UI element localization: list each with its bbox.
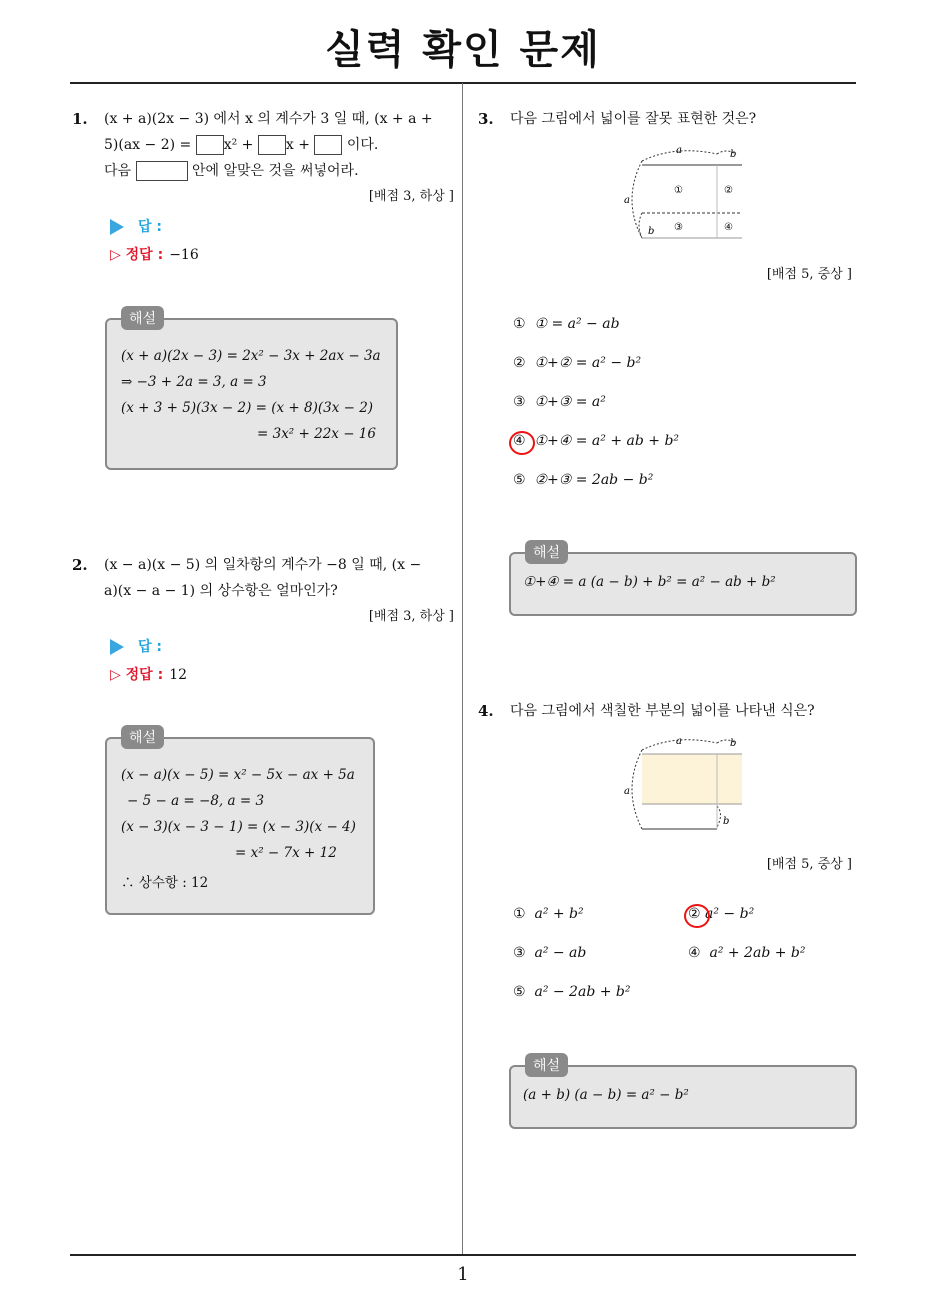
question-text: 다음 그림에서 넓이를 잘못 표현한 것은? [510, 111, 757, 127]
fig-label-b: b [730, 738, 737, 749]
explanation-line: ①+④ = a (a − b) + b² = a² − ab + b² [523, 574, 776, 590]
correct-row [110, 244, 199, 264]
option-3[interactable] [513, 945, 586, 961]
explanation-line: = 3x² + 22x − 16 [257, 426, 376, 442]
option-number: ③ [513, 945, 526, 961]
correct-label: 정답 : [125, 247, 164, 263]
score-meta: [배점 3, 하상 ] [368, 189, 454, 204]
question-text-line: a)(x − a − 1) 의 상수항은 얼마인가? [104, 583, 338, 599]
question-text: x² + [223, 137, 258, 153]
shaded-region [642, 754, 742, 804]
correct-value: 12 [169, 667, 188, 683]
area-figure-q3 [620, 145, 750, 245]
fig-label-b: b [730, 149, 737, 160]
page-number: 1 [457, 1264, 469, 1285]
area-figure-q4 [620, 734, 750, 834]
score-meta: [배점 3, 하상 ] [368, 609, 454, 624]
option-number: ④ [688, 945, 701, 961]
selected-answer-circle [684, 904, 710, 928]
option-1[interactable] [513, 316, 620, 332]
correct-row [110, 664, 187, 684]
option-text: ①+② = a² − b² [534, 355, 642, 371]
option-4[interactable] [688, 945, 805, 961]
question-text-line [104, 132, 454, 158]
score-meta: [배점 5, 중상 ] [766, 857, 852, 872]
option-text: a² − ab [534, 945, 587, 961]
question-number: 4. [478, 702, 494, 720]
correct-value: −16 [169, 247, 199, 263]
question-text: x + [285, 137, 315, 153]
fig-label-b: b [648, 226, 655, 237]
option-text: ①+③ = a² [534, 394, 606, 410]
question-text-line: (x + a)(2x − 3) 에서 x 의 계수가 3 일 때, (x + a + [104, 111, 433, 127]
answer-label: 답 : [138, 639, 162, 655]
option-number: ⑤ [513, 472, 526, 488]
correct-label: 정답 : [125, 667, 164, 683]
option-1[interactable] [513, 906, 584, 922]
answer-triangle-icon: ▷ [110, 667, 121, 683]
option-text: a² − b² [705, 906, 755, 922]
bottom-rule [70, 1254, 856, 1256]
option-text: ②+③ = 2ab − b² [534, 472, 654, 488]
explanation-box [105, 311, 398, 470]
score-meta: [배점 5, 중상 ] [766, 267, 852, 282]
fig-region-4: ④ [724, 222, 733, 233]
answer-blank [136, 161, 188, 181]
option-5[interactable] [513, 472, 653, 488]
option-4[interactable] [513, 433, 679, 449]
option-3[interactable] [513, 394, 606, 410]
explanation-tag: 해설 [525, 540, 568, 564]
explanation-box [509, 1058, 857, 1129]
question-text-line [104, 158, 454, 184]
option-text: a² − 2ab + b² [534, 984, 631, 1000]
question-1 [72, 106, 454, 210]
play-arrow-icon [110, 639, 124, 655]
question-text: 안에 알맞은 것을 써넣어라. [191, 163, 359, 179]
question-text: 다음 [104, 163, 136, 179]
option-number: ④ [513, 433, 526, 449]
answer-row [110, 636, 162, 656]
explanation-line: (x − 3)(x − 3 − 1) = (x − 3)(x − 4) [121, 819, 356, 835]
explanation-line: (x − a)(x − 5) = x² − 5x − ax + 5a [121, 767, 355, 783]
play-arrow-icon [110, 219, 124, 235]
fig-label-a: a [624, 786, 630, 797]
question-text: 5)(ax − 2) = [104, 137, 196, 153]
explanation-line: (x + a)(2x − 3) = 2x² − 3x + 2ax − 3a [121, 348, 381, 364]
explanation-line: = x² − 7x + 12 [235, 845, 337, 861]
fig-label-b: b [723, 816, 730, 827]
explanation-line: (a + b) (a − b) = a² − b² [523, 1087, 689, 1103]
option-number: ③ [513, 394, 526, 410]
fig-label-a: a [676, 736, 682, 747]
option-text: a² + 2ab + b² [709, 945, 806, 961]
question-number: 1. [72, 110, 88, 128]
fig-label-a: a [676, 145, 682, 156]
explanation-tag: 해설 [525, 1053, 568, 1077]
option-number: ① [513, 906, 526, 922]
answer-triangle-icon: ▷ [110, 247, 121, 263]
question-number: 3. [478, 110, 494, 128]
answer-label: 답 : [138, 219, 162, 235]
column-divider [462, 83, 463, 1255]
explanation-tag: 해설 [121, 306, 164, 330]
fig-region-1: ① [674, 185, 683, 196]
selected-answer-circle [509, 431, 535, 455]
option-text: ①+④ = a² + ab + b² [534, 433, 680, 449]
option-number: ① [513, 316, 526, 332]
question-number: 2. [72, 556, 88, 574]
option-2[interactable] [513, 355, 641, 371]
explanation-line: − 5 − a = −8, a = 3 [127, 793, 265, 809]
option-5[interactable] [513, 984, 630, 1000]
top-rule [70, 82, 856, 84]
fig-region-3: ③ [674, 222, 683, 233]
explanation-line: ⇒ −3 + 2a = 3, a = 3 [121, 374, 267, 390]
question-text: 이다. [342, 137, 379, 153]
page-title: 실력 확인 문제 [325, 27, 601, 73]
answer-blank [196, 135, 224, 155]
question-text: 다음 그림에서 색칠한 부분의 넓이를 나타낸 식은? [510, 703, 815, 719]
question-text-line: (x − a)(x − 5) 의 일차항의 계수가 −8 일 때, (x − [104, 557, 422, 573]
question-2 [72, 552, 454, 630]
explanation-line: ∴ 상수항 : 12 [121, 875, 209, 891]
answer-blank [314, 135, 342, 155]
explanation-line: (x + 3 + 5)(3x − 2) = (x + 8)(3x − 2) [121, 400, 374, 416]
answer-row [110, 216, 162, 236]
question-4 [478, 698, 855, 724]
explanation-box [509, 545, 857, 616]
option-number: ② [513, 355, 526, 371]
option-number: ⑤ [513, 984, 526, 1000]
explanation-box [105, 730, 375, 915]
question-3 [478, 106, 855, 132]
explanation-tag: 해설 [121, 725, 164, 749]
option-number: ② [688, 906, 701, 922]
option-text: ① = a² − ab [534, 316, 620, 332]
answer-blank [258, 135, 286, 155]
fig-label-a: a [624, 195, 630, 206]
fig-region-2: ② [724, 185, 733, 196]
option-text: a² + b² [534, 906, 584, 922]
